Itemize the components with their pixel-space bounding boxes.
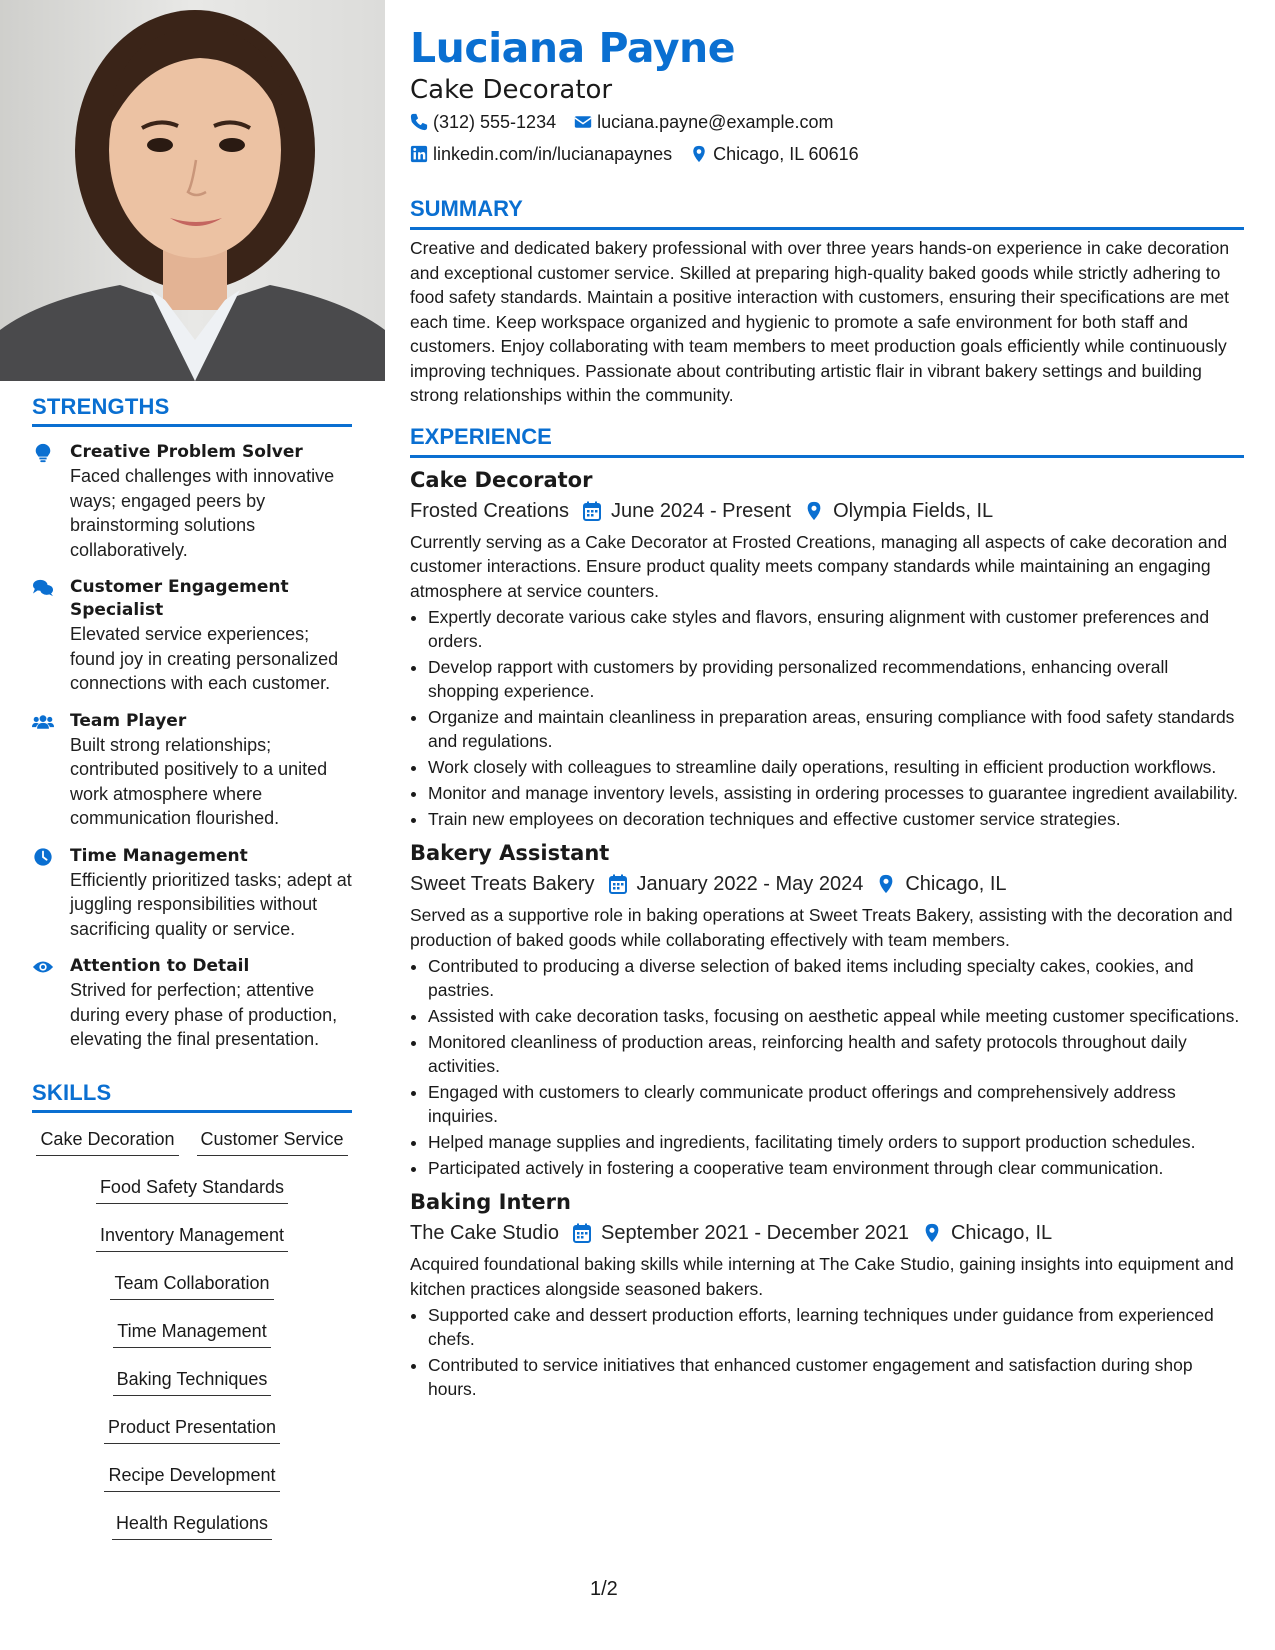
contact-phone[interactable] — [410, 106, 556, 138]
strength-title: Creative Problem Solver — [70, 442, 303, 462]
strengths-title: STRENGTHS — [32, 394, 352, 427]
job-bullet: • Train new employees on decoration techniques and effective customer service strategies. — [428, 807, 1244, 831]
lightbulb-icon — [32, 443, 54, 463]
job-dates — [609, 867, 864, 901]
strengths-section — [32, 394, 352, 1052]
strength-desc: Strived for perfection; attentive during every phase of production, elevating the final presentation. — [70, 980, 338, 1049]
skill-tag: Baking Techniques — [113, 1367, 272, 1396]
summary-title: SUMMARY — [410, 196, 1244, 230]
candidate-name: Luciana Payne — [410, 24, 736, 72]
job-bullet: • Work closely with colleagues to streamline daily operations, resulting in efficient production workflows. — [428, 755, 1244, 779]
calendar-icon — [573, 1223, 591, 1243]
job-dates-text: June 2024 - Present — [610, 499, 792, 522]
job-location-text: Olympia Fields, IL — [833, 499, 994, 522]
job-entry — [410, 839, 1244, 1180]
job-bullet: • Organize and maintain cleanliness in preparation areas, ensuring compliance with food safety standards and regulations. — [428, 705, 1244, 753]
job-title: Cake Decorator — [410, 467, 593, 492]
calendar-icon — [609, 874, 627, 894]
profile-photo — [0, 0, 385, 381]
skills-list — [32, 1127, 352, 1559]
strength-title: Attention to Detail — [70, 956, 250, 976]
job-bullet: • Develop rapport with customers by providing personalized recommendations, enhancing overall shopping experience. — [428, 655, 1244, 703]
skill-tag: Health Regulations — [112, 1511, 272, 1540]
linkedin-icon — [410, 145, 428, 163]
job-location-text: Chicago, IL — [905, 873, 1007, 895]
envelope-icon — [574, 113, 592, 131]
job-description: Acquired foundational baking skills while interning at The Cake Studio, gaining insights into equipment and kitchen practices alongside seasoned bakers. — [410, 1254, 1234, 1299]
job-dates — [573, 1216, 909, 1250]
experience-title: EXPERIENCE — [410, 424, 1244, 458]
strength-item — [32, 710, 352, 831]
strength-item — [32, 576, 352, 696]
skill-tag: Food Safety Standards — [96, 1175, 288, 1204]
phone-text: (312) 555-1234 — [433, 112, 557, 132]
job-description: Currently serving as a Cake Decorator at Frosted Creations, managing all aspects of cake decoration and customer interactions. Ensure product quality meets company standards while maintaining an engaging atmosphere at service counters. — [410, 531, 1228, 601]
job-bullet: • Participated actively in fostering a cooperative team environment through clear communication. — [428, 1156, 1244, 1180]
skills-title: SKILLS — [32, 1080, 352, 1113]
job-meta — [410, 867, 1244, 901]
job-bullet: • Monitored cleanliness of production areas, reinforcing health and safety protocols throughout daily activities. — [428, 1030, 1244, 1078]
skill-tag: Product Presentation — [104, 1415, 280, 1444]
job-dates — [583, 494, 791, 528]
job-company: Frosted Creations — [410, 499, 569, 522]
job-bullet: • Helped manage supplies and ingredients, facilitating timely orders to support production schedules. — [428, 1130, 1244, 1154]
job-location — [805, 494, 993, 528]
job-entry — [410, 1188, 1244, 1401]
job-bullet: • Contributed to service initiatives that enhanced customer engagement and satisfaction during shop hours. — [428, 1353, 1244, 1401]
skill-tag: Customer Service — [197, 1127, 348, 1156]
skill-tag: Recipe Development — [104, 1463, 279, 1492]
job-location — [877, 867, 1006, 901]
strength-desc: Efficiently prioritized tasks; adept at juggling responsibilities without sacrificing quality or service. — [70, 869, 352, 939]
map-pin-icon — [805, 501, 823, 521]
job-title: Baking Intern — [410, 1190, 571, 1214]
skill-tag: Inventory Management — [96, 1223, 288, 1252]
contact-location — [690, 138, 858, 170]
strength-item — [32, 845, 352, 942]
contact-linkedin[interactable] — [410, 138, 672, 170]
summary-text: Creative and dedicated bakery professional with over three years hands-on experience in cake decoration and exceptional customer service. Skilled at preparing high-quality baked goods while strictly adhering to food safety standards. Maintain a positive interaction with customers, ensuring their specifications are met each time. Keep workspace organized and hygienic to promote a safe environment for both staff and customers. Enjoy collaborating with team members to meet production goals efficiently while continuously improving techniques. Passionate about contributing artistic flair in vibrant bakery settings and building strong relationships within the community. — [410, 238, 1230, 405]
strength-title: Team Player — [70, 710, 187, 731]
job-bullet: • Supported cake and dessert production efforts, learning techniques under guidance from experienced chefs. — [428, 1303, 1244, 1351]
strength-title: Customer Engagement Specialist — [70, 577, 289, 620]
eye-icon — [32, 957, 54, 977]
strength-item — [32, 955, 352, 1052]
job-company: The Cake Studio — [410, 1222, 559, 1244]
job-bullets — [410, 954, 1244, 1180]
main-content — [410, 22, 1244, 1403]
job-bullets — [410, 605, 1244, 831]
contact-email[interactable] — [574, 106, 833, 138]
job-dates-text: September 2021 - December 2021 — [600, 1222, 909, 1244]
skill-tag: Time Management — [113, 1319, 270, 1348]
job-title: Bakery Assistant — [410, 841, 610, 865]
job-bullet: • Monitor and manage inventory levels, assisting in ordering processes to guarantee ingredient availability. — [428, 781, 1244, 805]
contact-info — [410, 106, 930, 170]
map-pin-icon — [690, 145, 708, 163]
comments-icon — [32, 578, 54, 598]
linkedin-text: linkedin.com/in/lucianapaynes — [433, 144, 673, 164]
job-meta — [410, 1216, 1244, 1250]
strength-desc: Faced challenges with innovative ways; engaged peers by brainstorming solutions collaboratively. — [70, 466, 335, 560]
job-bullets — [410, 1303, 1244, 1401]
job-location — [923, 1216, 1052, 1250]
page-number: 1/2 — [590, 1578, 618, 1600]
job-company: Sweet Treats Bakery — [410, 873, 595, 895]
calendar-icon — [583, 501, 601, 521]
job-meta — [410, 494, 1244, 528]
candidate-role: Cake Decorator — [410, 75, 613, 105]
map-pin-icon — [877, 874, 895, 894]
strength-title: Time Management — [70, 845, 248, 866]
job-location-text: Chicago, IL — [950, 1222, 1053, 1244]
skill-tag: Team Collaboration — [110, 1271, 273, 1300]
map-pin-icon — [923, 1223, 941, 1243]
strength-desc: Elevated service experiences; found joy in creating personalized connections with each customer. — [70, 624, 339, 693]
sidebar — [0, 0, 385, 1650]
clock-icon — [32, 847, 54, 867]
email-text: luciana.payne@example.com — [597, 112, 834, 132]
job-dates-text: January 2022 - May 2024 — [636, 873, 864, 895]
job-bullet: • Contributed to producing a diverse selection of baked items including specialty cakes, cookies, and pastries. — [428, 954, 1244, 1002]
job-entry — [410, 466, 1244, 832]
skill-tag: Cake Decoration — [36, 1127, 178, 1156]
strength-desc: Built strong relationships; contributed positively to a united work atmosphere where communication flourished. — [70, 734, 328, 828]
strength-item — [32, 441, 352, 562]
job-bullet: • Assisted with cake decoration tasks, focusing on aesthetic appeal while meeting customer specifications. — [428, 1004, 1244, 1028]
skills-section — [32, 1080, 352, 1559]
job-bullet: • Expertly decorate various cake styles and flavors, ensuring alignment with customer preferences and orders. — [428, 605, 1244, 653]
job-description: Served as a supportive role in baking operations at Sweet Treats Bakery, assisting with the decoration and production of baked goods while collaborating effectively with team members. — [410, 905, 1233, 950]
users-icon — [32, 712, 54, 732]
job-bullet: • Engaged with customers to clearly communicate product offerings and comprehensively address inquiries. — [428, 1080, 1244, 1128]
location-text: Chicago, IL 60616 — [713, 144, 859, 164]
phone-icon — [410, 113, 428, 131]
